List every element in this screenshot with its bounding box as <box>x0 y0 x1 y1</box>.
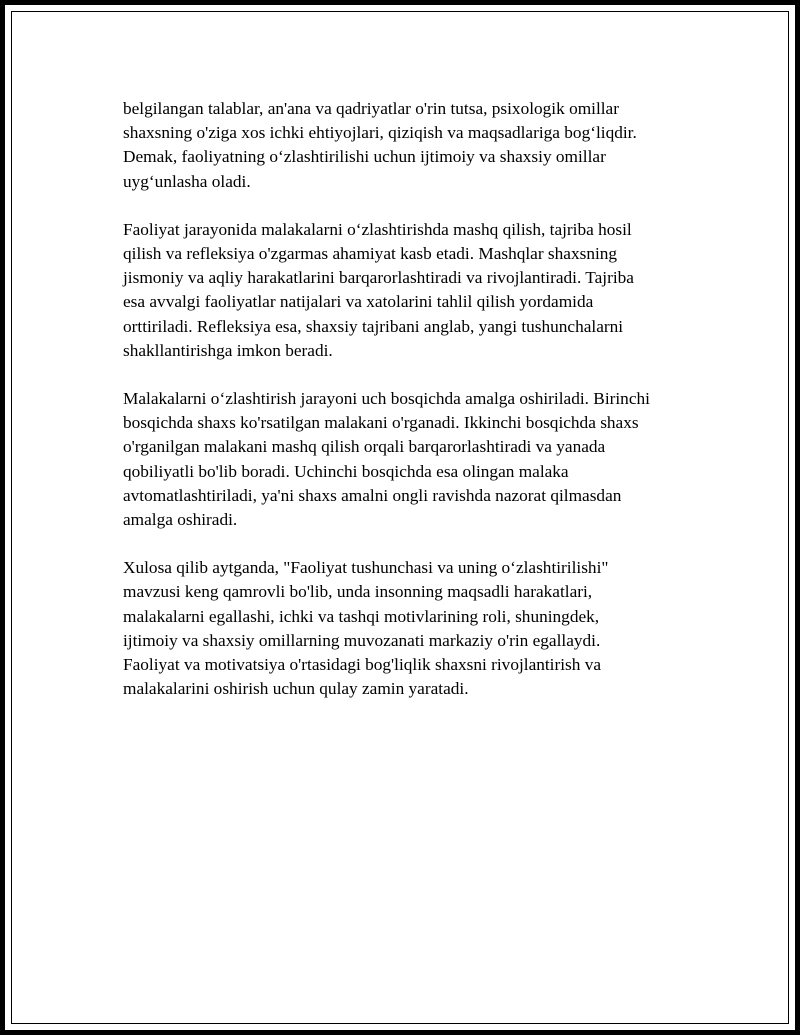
text-line: belgilangan talablar, an'ana va qadriyatlar o'rin tutsa, psixologik omillar <box>123 99 619 118</box>
paragraph-3 <box>123 387 703 532</box>
text-line: orttiriladi. Refleksiya esa, shaxsiy tajribani anglab, yangi tushunchalarni <box>123 316 624 336</box>
text-line: malakalarni egallashi, ichki va tashqi motivlarining roli, shuningdek, <box>123 606 600 626</box>
text-line: uyg‘unlasha oladi. <box>123 171 251 191</box>
text-line: amalga oshiradi. <box>123 510 238 530</box>
text-line: shakllantirishga imkon beradi. <box>123 340 333 360</box>
text-line: Faoliyat jarayonida malakalarni o‘zlashtirishda mashq qilish, tajriba hosil <box>123 219 632 239</box>
text-line: Malakalarni o‘zlashtirish jarayoni uch bosqichda amalga oshiriladi. Birinchi <box>123 389 650 409</box>
text-line: Demak, faoliyatning o‘zlashtirilishi uchun ijtimoiy va shaxsiy omillar <box>123 147 606 167</box>
text-line: Faoliyat va motivatsiya o'rtasidagi bog'liqlik shaxsni rivojlantirish va <box>123 655 602 675</box>
text-line: bosqichda shaxs ko'rsatilgan malakani o'rganadi. Ikkinchi bosqichda shaxs <box>123 413 639 433</box>
text-line: esa avvalgi faoliyatlar natijalari va xatolarini tahlil qilish yordamida <box>123 292 594 312</box>
text-line: shaxsning o'ziga xos ichki ehtiyojlari, qiziqish va maqsadlariga bog‘liqdir. <box>123 123 637 143</box>
paragraph-4 <box>123 556 703 701</box>
paragraph-1 <box>123 97 703 194</box>
document-body <box>123 97 703 725</box>
text-line: jismoniy va aqliy harakatlarini barqarorlashtiradi va rivojlantiradi. Tajriba <box>123 268 634 288</box>
paragraph-2 <box>123 218 703 363</box>
text-line: mavzusi keng qamrovli bo'lib, unda insonning maqsadli harakatlari, <box>123 582 593 602</box>
text-line: malakalarini oshirish uchun qulay zamin yaratadi. <box>123 679 469 699</box>
text-line: Xulosa qilib aytganda, "Faoliyat tushunchasi va uning o‘zlashtirilishi" <box>123 558 609 578</box>
text-line: qilish va refleksiya o'zgarmas ahamiyat kasb etadi. Mashqlar shaxsning <box>123 244 618 264</box>
text-line: avtomatlashtiriladi, ya'ni shaxs amalni ongli ravishda nazorat qilmasdan <box>123 485 622 505</box>
text-line: o'rganilgan malakani mashq qilish orqali barqarorlashtiradi va yanada <box>123 437 606 457</box>
text-line: qobiliyatli bo'lib boradi. Uchinchi bosqichda esa olingan malaka <box>123 461 569 481</box>
text-line: ijtimoiy va shaxsiy omillarning muvozanati markaziy o'rin egallaydi. <box>123 630 601 650</box>
